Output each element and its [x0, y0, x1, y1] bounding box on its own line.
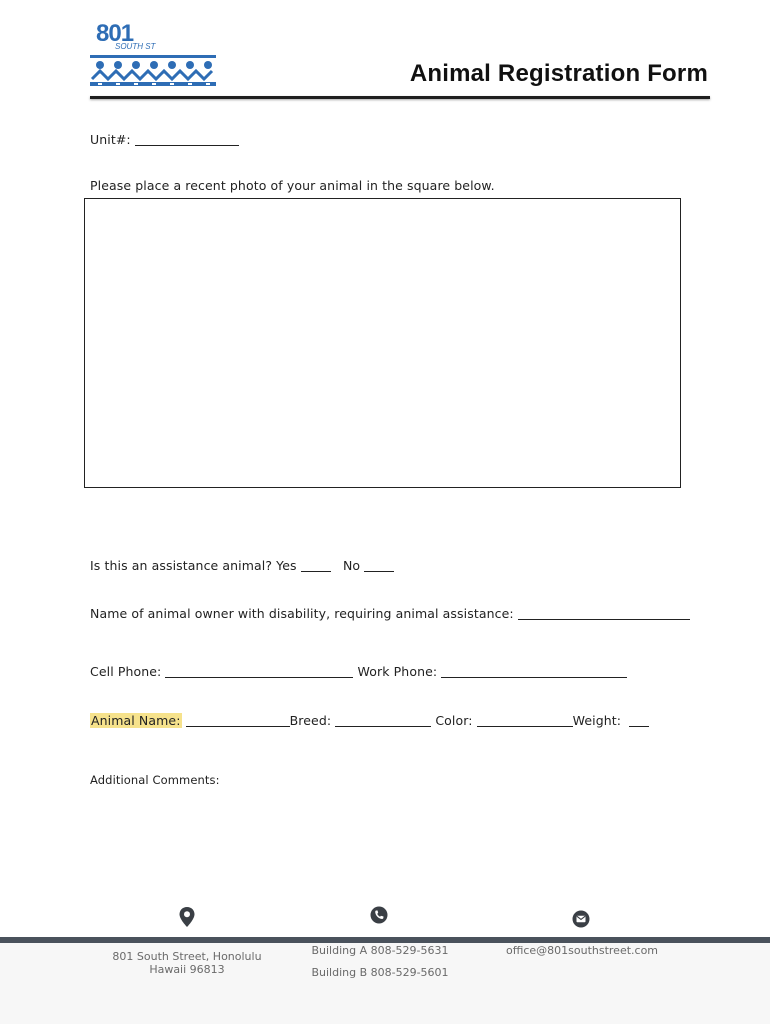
owner-label: Name of animal owner with disability, requiring animal assistance:: [90, 606, 514, 621]
footer-phones: [300, 944, 460, 979]
logo-number: 801: [96, 20, 134, 47]
assistance-no-field[interactable]: [364, 559, 394, 572]
phone-building-b: Building B 808-529-5601: [311, 966, 449, 979]
unit-field[interactable]: [135, 133, 239, 146]
work-label: Work Phone:: [357, 664, 438, 679]
photo-instruction: Please place a recent photo of your animal in the square below.: [90, 178, 495, 193]
comments-label: Additional Comments:: [90, 773, 220, 787]
phone-icon: [370, 906, 388, 924]
cell-label: Cell Phone:: [90, 664, 162, 679]
photo-box[interactable]: [84, 198, 681, 488]
address-line-1: 801 South Street, Honolulu: [112, 950, 262, 963]
address-line-2: Hawaii 96813: [149, 963, 225, 976]
owner-row: [90, 606, 690, 621]
work-phone-field[interactable]: [441, 665, 627, 678]
breed-field[interactable]: [335, 714, 431, 727]
location-pin-icon: [178, 906, 196, 928]
phone-row: [90, 664, 627, 679]
logo-word: SOUTH ST: [115, 42, 156, 51]
animal-name-label: Animal Name:: [91, 713, 181, 728]
title-divider: [90, 96, 710, 99]
color-label: Color:: [435, 713, 473, 728]
unit-row: [90, 132, 239, 147]
owner-field[interactable]: [518, 607, 690, 620]
cell-phone-field[interactable]: [165, 665, 353, 678]
animal-name-field[interactable]: [186, 714, 290, 727]
assistance-row: [90, 558, 394, 573]
logo-pattern-icon: [90, 55, 216, 91]
mail-icon: [572, 910, 590, 928]
phone-building-a: Building A 808-529-5631: [311, 944, 449, 957]
animal-row: [90, 713, 649, 728]
weight-label: Weight:: [572, 713, 622, 728]
unit-label: Unit#:: [90, 132, 131, 147]
weight-field[interactable]: [629, 714, 649, 727]
assistance-question: Is this an assistance animal? Yes: [90, 558, 297, 573]
footer-email[interactable]: office@801southstreet.com: [505, 944, 659, 957]
breed-label: Breed:: [289, 713, 332, 728]
assistance-yes-field[interactable]: [301, 559, 331, 572]
assistance-no-label: No: [342, 558, 361, 573]
footer-address: [102, 950, 272, 976]
color-field[interactable]: [477, 714, 573, 727]
page-title: Animal Registration Form: [409, 60, 708, 87]
